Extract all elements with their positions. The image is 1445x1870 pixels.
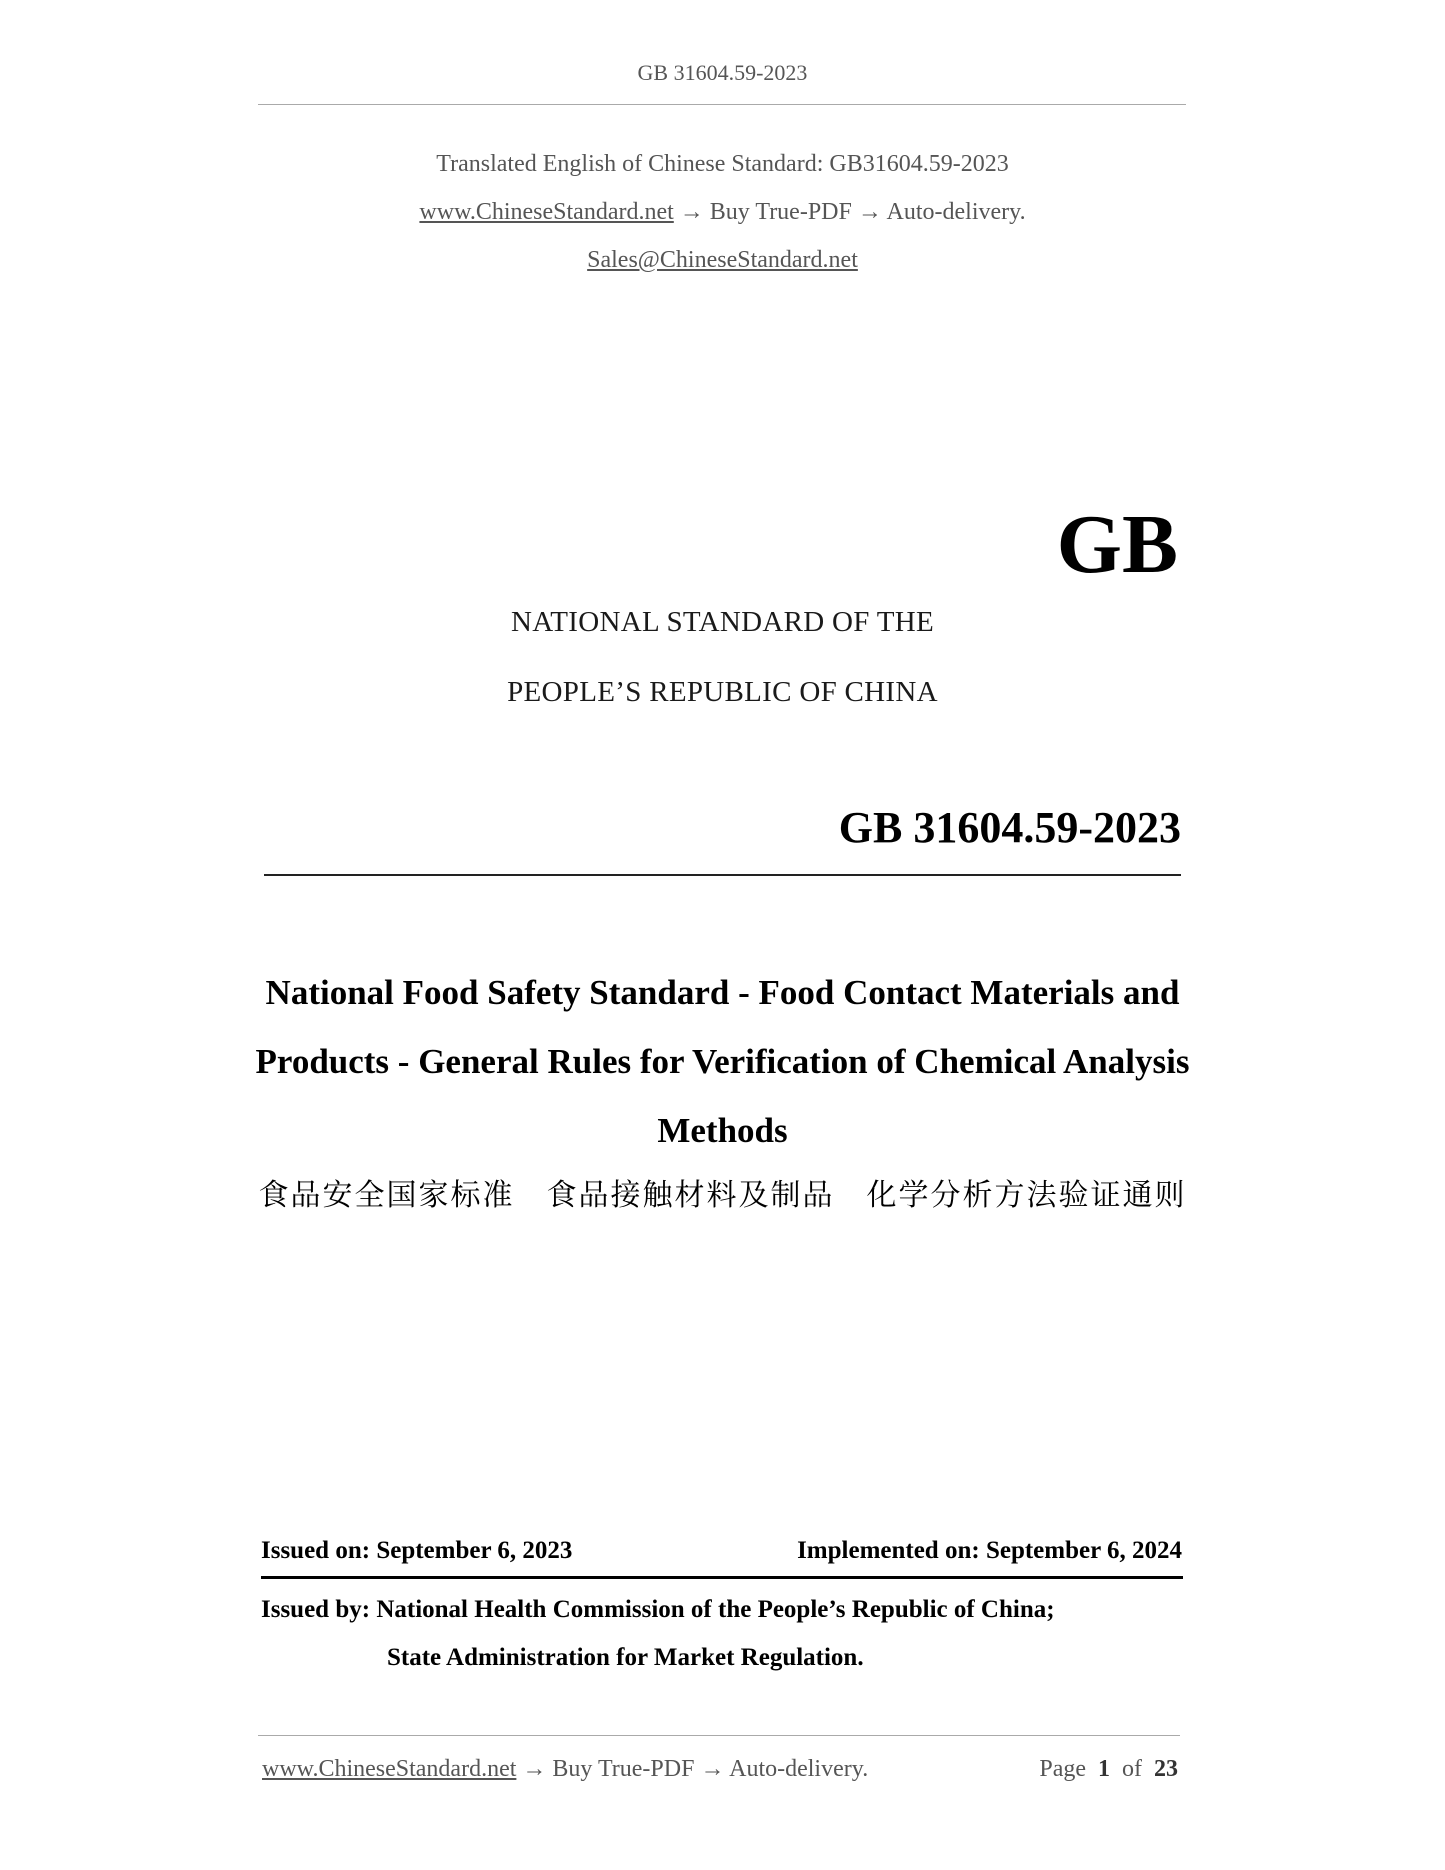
- header-divider: [258, 104, 1186, 105]
- page-label: Page: [1039, 1756, 1086, 1782]
- promo-email-line: [0, 247, 1445, 274]
- title-english: National Food Safety Standard - Food Contact Materials and Products - General Rules for Verification of Chemical Analysis Methods: [255, 973, 1190, 1150]
- national-standard-line-1: NATIONAL STANDARD OF THE: [511, 606, 934, 638]
- standard-number-divider: [264, 874, 1181, 876]
- promo-buy-line: [0, 199, 1445, 226]
- buy-text: → Buy True-PDF → Auto-delivery.: [673, 199, 1026, 225]
- dates-divider: [261, 1576, 1183, 1579]
- footer-website-link[interactable]: www.ChineseStandard.net: [262, 1756, 517, 1782]
- website-link[interactable]: www.ChineseStandard.net: [419, 199, 674, 225]
- running-header: GB 31604.59-2023: [637, 60, 808, 85]
- page-indicator: [1039, 1756, 1178, 1783]
- email-link[interactable]: Sales@ChineseStandard.net: [587, 247, 858, 273]
- issued-on-date: Issued on: September 6, 2023: [261, 1537, 573, 1564]
- national-standard-line-2: PEOPLE’S REPUBLIC OF CHINA: [507, 676, 938, 708]
- standard-number: GB 31604.59-2023: [838, 803, 1181, 852]
- issuer-line-2: State Administration for Market Regulation.: [387, 1644, 864, 1671]
- promo-translated-line: Translated English of Chinese Standard: GB31604.59-2023: [436, 151, 1009, 177]
- gb-mark: GB: [1056, 498, 1178, 591]
- footer-promo: [262, 1756, 868, 1783]
- issuer-line-1: Issued by: National Health Commission of the People’s Republic of China;: [261, 1596, 1055, 1623]
- footer-divider: [258, 1735, 1180, 1736]
- issued-by: [261, 1586, 1055, 1682]
- page-current: 1: [1098, 1756, 1110, 1782]
- page-total: 23: [1154, 1756, 1178, 1782]
- of-label: of: [1122, 1756, 1142, 1782]
- footer-buy-text: → Buy True-PDF → Auto-delivery.: [516, 1756, 869, 1782]
- title-chinese: 食品安全国家标准 食品接触材料及制品 化学分析方法验证通则: [258, 1178, 1187, 1213]
- implemented-on-date: Implemented on: September 6, 2024: [797, 1537, 1182, 1564]
